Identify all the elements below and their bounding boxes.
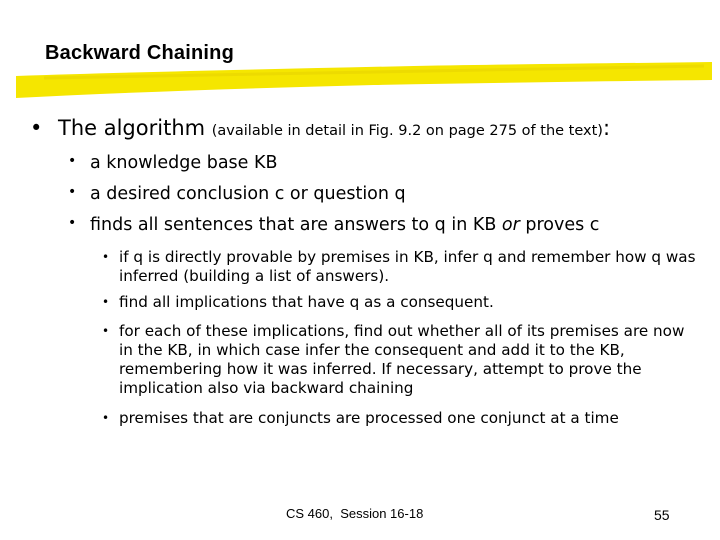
bullet-dot-icon: • bbox=[68, 153, 77, 169]
slide-footer: CS 460, Session 16-18 bbox=[286, 506, 424, 521]
sub-bullet-text: proves c bbox=[519, 215, 600, 235]
sub-bullet-emphasis: or bbox=[501, 215, 520, 235]
sub-bullet-text: finds all sentences that are answers to q in KB bbox=[90, 215, 502, 235]
sub-sub-bullet-text: find all implications that have q as a consequent. bbox=[119, 293, 494, 311]
bullet-dot-icon: • bbox=[68, 184, 77, 200]
bullet-dot-icon: • bbox=[30, 116, 43, 140]
sub-bullet-text: a knowledge base KB bbox=[90, 153, 278, 173]
sub-sub-bullet-text: premises that are conjuncts are processed one conjunct at a time bbox=[119, 409, 619, 427]
main-bullet-colon: : bbox=[602, 116, 611, 140]
title-underline-brushstroke bbox=[14, 60, 714, 100]
slide-title: Backward Chaining bbox=[45, 42, 234, 64]
page-number: 55 bbox=[654, 507, 670, 523]
bullet-dot-icon: • bbox=[102, 250, 110, 264]
sub-sub-bullet-text: if q is directly provable by premises in KB, infer q and remember how q was inferred (building a list of answers). bbox=[119, 248, 696, 285]
sub-bullet-text: a desired conclusion c or question q bbox=[90, 184, 406, 204]
main-bullet-text: The algorithm bbox=[58, 116, 212, 140]
bullet-dot-icon: • bbox=[68, 215, 77, 231]
sub-sub-bullet-text: for each of these implications, find out whether all of its premises are now in the KB, in which case infer the consequent and add it to the KB, remembering how it was inferred. If necessary, attempt to prove the implication also via backward chaining bbox=[119, 322, 685, 397]
bullet-dot-icon: • bbox=[102, 324, 110, 338]
bullet-dot-icon: • bbox=[102, 295, 110, 309]
main-bullet-reference: (available in detail in Fig. 9.2 on page 275 of the text) bbox=[211, 123, 603, 139]
bullet-dot-icon: • bbox=[102, 411, 110, 425]
